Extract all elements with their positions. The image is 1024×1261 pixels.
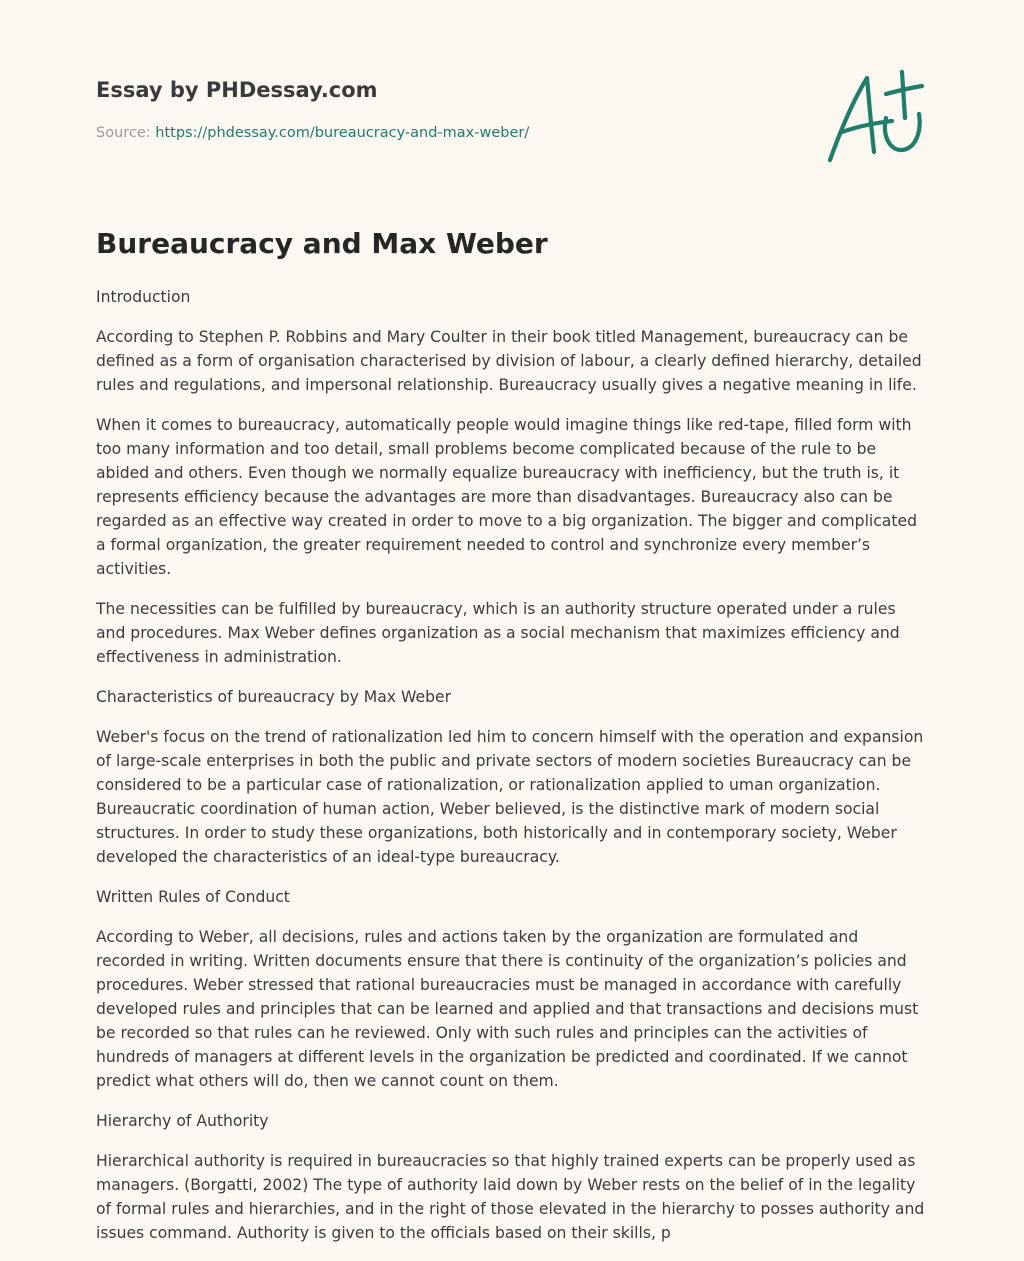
paragraph: According to Weber, all decisions, rules and actions taken by the organization are formulated and recorded in writing. Written documents ensure that there is continuity of the organization’s policies and procedures. Weber stressed that rational bureaucracies must be managed in accordance with carefully developed rules and principles that can be learned and applied and that transactions and decisions must be recorded so that rules can he reviewed. Only with such rules and principles can the activities of hundreds of managers at different levels in the organization be predicted and coordinated. If we cannot predict what others will do, then we cannot count on them. — [96, 928, 919, 1090]
essay-body — [96, 285, 928, 1261]
a-plus-logo-icon — [822, 66, 926, 166]
section-heading-hierarchy: Hierarchy of Authority — [96, 1112, 269, 1130]
section-heading-written-rules: Written Rules of Conduct — [96, 888, 290, 906]
source-line — [96, 124, 529, 142]
section-heading-introduction: Introduction — [96, 288, 191, 306]
paragraph: When it comes to bureaucracy, automatically people would imagine things like red-tape, filled form with too many information and too detail, small problems become complicated because of the rule to be abided and others. Even though we normally equalize bureaucracy with inefficiency, but the truth is, it represents efficiency because the advantages are more than disadvantages. Bureaucracy also can be regarded as an effective way created in order to move to a big organization. The bigger and complicated a formal organization, the greater requirement needed to control and synchronize every member’s activities. — [96, 416, 917, 578]
paragraph: Hierarchical authority is required in bureaucracies so that highly trained experts can be properly used as managers. (Borgatti, 2002) The type of authority laid down by Weber rests on the belief of in the legality of formal rules and hierarchies, and in the right of those elevated in the hierarchy to posses authority and issues command. Authority is given to the officials based on their skills, p — [96, 1152, 925, 1242]
essay-title: Bureaucracy and Max Weber — [96, 227, 548, 260]
section-heading-characteristics: Characteristics of bureaucracy by Max Weber — [96, 688, 451, 706]
paragraph: Weber's focus on the trend of rationalization led him to concern himself with the operation and expansion of large-scale enterprises in both the public and private sectors of modern societies Bureaucracy can be considered to be a particular case of rationalization, or rationalization applied to uman organization. Bureaucratic coordination of human action, Weber believed, is the distinctive mark of modern social structures. In order to study these organizations, both historically and in contemporary society, Weber developed the characteristics of an ideal-type bureaucracy. — [96, 728, 924, 866]
site-title: Essay by PHDessay.com — [96, 78, 378, 102]
source-label: Source: — [96, 125, 156, 141]
paragraph: The necessities can be fulfilled by bureaucracy, which is an authority structure operated under a rules and procedures. Max Weber defines organization as a social mechanism that maximizes efficiency and effectiveness in administration. — [96, 600, 900, 666]
paragraph: According to Stephen P. Robbins and Mary Coulter in their book titled Management, bureaucracy can be defined as a form of organisation characterised by division of labour, a clearly defined hierarchy, detailed rules and regulations, and impersonal relationship. Bureaucracy usually gives a negative meaning in life. — [96, 328, 922, 394]
source-link[interactable]: https://phdessay.com/bureaucracy-and-max-weber/ — [155, 125, 530, 141]
